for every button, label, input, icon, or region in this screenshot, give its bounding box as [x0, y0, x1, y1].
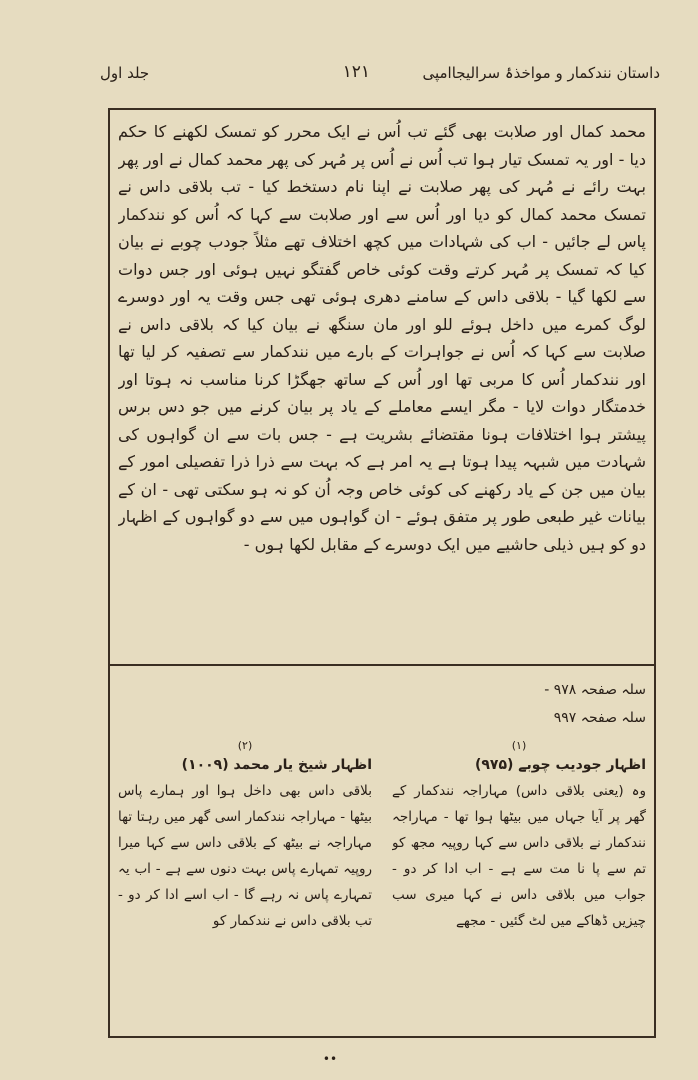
- column-number: (۲): [237, 740, 253, 752]
- testimony-column-left: [118, 740, 372, 1030]
- footer-mark: ••: [322, 1052, 338, 1066]
- running-title: داستان نندکمار و مواخذۂ سرالیجاامپی: [422, 64, 660, 82]
- column-text: بلاقی داس بھی داخل ہوا اور ہمارے پاس بیٹھا - مہاراجہ نندکمار اسی گھر میں رہتا تھا مہاراجہ نے بیٹھ کے بلاقی داس سے کہا میرا روپیہ تمہارے پاس بہت دنوں سے ہے - اب یہ تمہارے پاس نہ رہے گا - اب اسے ادا کر دو - تب بلاقی داس نے نندکمار کو: [118, 783, 372, 929]
- footnote-2: سلہ صفحہ ۹۹۷: [553, 710, 646, 726]
- testimony-columns: [118, 740, 646, 1030]
- page-number: ۱۲۱: [342, 62, 370, 82]
- main-paragraph: محمد کمال اور صلابت بھی گئے تب اُس نے ایک محرر کو تمسک لکھنے کا حکم دیا - اور یہ تمسک تیار ہوا تب اُس نے اُس پر مُہر کی پھر محمد کمال نے اور پھر بہت رائے نے مُہر کی پھر صلابت نے اپنا نام دستخط کیا - تب بلاقی داس نے تمسک محمد کمال کو دیا اور اُس سے اور صلابت سے کہا کہ اُس کو نندکمار پاس لے جائیں - اب کی شہادات میں کچھ اختلاف تھے مثلاً جودب چوبے نے بیان کیا کہ تمسک پر مُہر کرتے وقت کوئی خاص گفتگو نہیں ہوئی اور جس دوات سے لکھا گیا - بلاقی داس کے سامنے دھری ہوئی تھی جس وقت یہ اور دوسرے لوگ کمرے میں داخل ہوئے للو اور مان سنگھ نے بیان کیا کہ بلاقی داس نے صلابت سے کہا کہ اُس نے جواہرات کے بارے میں نندکمار سے تصفیہ کر لیا تھا اور نندکمار اُس کا مربی تھا اور اُس کے ساتھ جھگڑا کرنا مناسب نہ ہوتا اور خدمتگار دوات لایا - مگر ایسے معاملے کے یاد پر بیان کرنے میں جو دس برس پیشتر ہوا اختلافات ہونا مقتضائے بشریت ہے - جس بات سے ان گواہوں کی شہادت میں شبہہ پیدا ہوتا ہے یہ امر ہے کہ بہت سے ذرا ذرا تفصیلی امور کے بیان میں جن کے یاد رکھنے کی کوئی خاص وجہ اُن کو نہ ہو سکتی تھی - ان کے بیانات غیر طبعی طور پر متفق ہوئے - ان گواہوں میں سے دو گواہوں کے اظہار دو کو ہیں ذیلی حاشیے میں ایک دوسرے کے مقابل لکھا ہوں -: [118, 122, 646, 554]
- column-text: وہ (یعنی بلاقی داس) مہاراجہ نندکمار کے گھر پر آیا جہاں میں بیٹھا ہوا تھا - مہاراجہ نندکمار نے بلاقی داس سے کہا روپیہ مجھ کو تم سے پا نا مت سے ہے - اب ادا کر دو - جواب میں بلاقی داس نے کہا میری سب چیزیں ڈھاکے میں لٹ گئیں - مجھے: [392, 783, 646, 929]
- column-heading: اظہار جودیب چوبے (۹۷۵): [474, 757, 646, 773]
- footnote-1: سلہ صفحہ ۹۷۸ -: [544, 682, 646, 698]
- footnote-divider: [108, 664, 656, 666]
- column-heading: اظہار شیخ یار محمد (۱۰۰۹): [181, 757, 372, 773]
- volume-label: جلد اول: [100, 64, 150, 82]
- testimony-column-right: [392, 740, 646, 1030]
- footnotes: [118, 676, 646, 732]
- column-number: (۱): [511, 740, 527, 752]
- page-header: [100, 58, 660, 94]
- main-text: [118, 118, 646, 658]
